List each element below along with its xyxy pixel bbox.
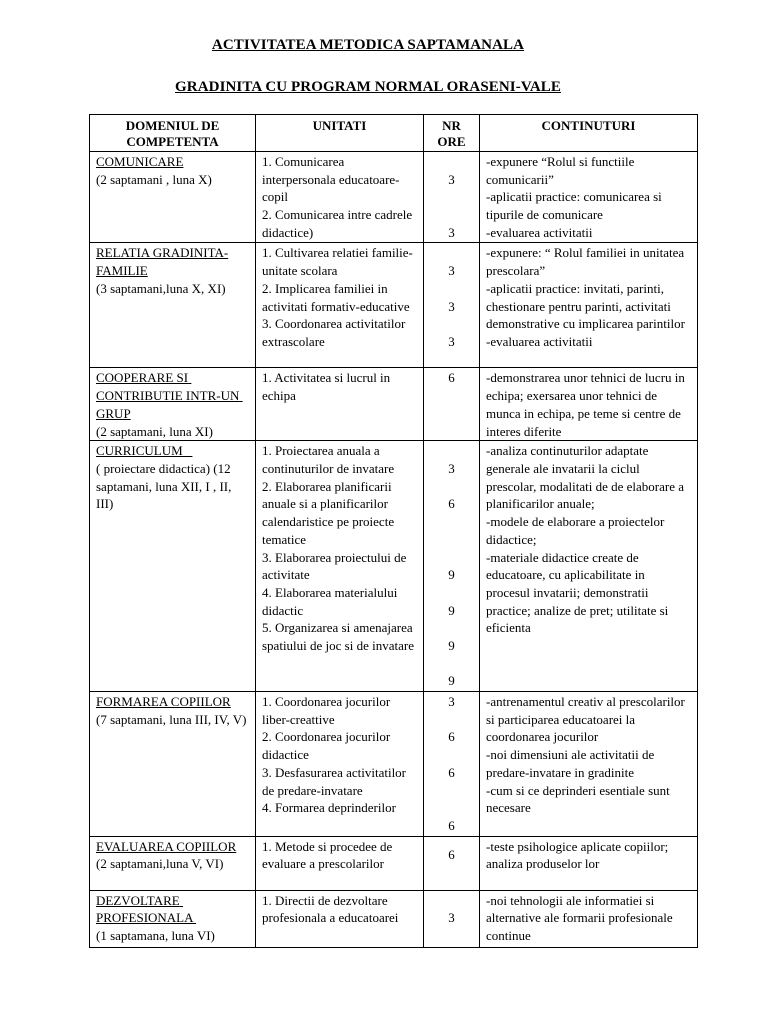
unit-item: 1. Proiectarea anuala a continuturilor de invatare	[262, 443, 395, 476]
domain-period: ( proiectare didactica) (12 saptamani, luna XII, I , II, III)	[96, 461, 232, 512]
header-hours: NR ORE	[424, 115, 480, 152]
hours-value: 3	[448, 171, 455, 187]
table-row	[90, 243, 698, 368]
units-cell	[256, 441, 424, 692]
content-cell	[480, 243, 698, 368]
unit-item: 3. Elaborarea proiectului de activitate	[262, 549, 407, 583]
hours-cell	[424, 441, 480, 692]
hours-value: 6	[448, 764, 455, 780]
unit-item: 2. Coordonarea jocurilor didactice	[262, 729, 391, 763]
unit-item: 2. Implicarea familiei in activitati formativ-educative	[262, 280, 410, 314]
activity-table	[89, 114, 698, 948]
content-item: -noi dimensiuni ale activitatii de predare-invatare in gradinite	[486, 747, 655, 780]
hours-value: 9	[448, 673, 455, 689]
header-content: CONTINUTURI	[480, 115, 698, 152]
content-item: -modele de elaborare a proiectelor didactice;	[486, 514, 665, 547]
document-title: ACTIVITATEA METODICA SAPTAMANALA	[211, 37, 525, 53]
unit-item: 4. Formarea deprinderilor	[262, 800, 396, 816]
unit-item: 2. Elaborarea planificarii anuale si a planificarilor calendaristice pe proiecte tematice	[262, 478, 395, 547]
domain-cell	[90, 836, 256, 890]
hours-value: 3	[448, 910, 455, 926]
content-item: -demonstrarea unor tehnici de lucru in echipa; exersarea unor tehnici de munca in echipa, pe teme si centre de interes diferite	[486, 370, 685, 439]
hours-value: 3	[448, 333, 455, 349]
hours-cell	[424, 368, 480, 441]
domain-cell	[90, 152, 256, 243]
document-subtitle: GRADINITA CU PROGRAM NORMAL ORASENI-VALE	[175, 79, 561, 95]
table-row	[90, 836, 698, 890]
hours-value: 9	[448, 602, 455, 618]
units-cell	[256, 368, 424, 441]
units-cell	[256, 243, 424, 368]
domain-name: CURRICULUM	[96, 443, 193, 459]
hours-value: 6	[448, 729, 455, 745]
unit-item: 1. Coordonarea jocurilor liber-creattive	[262, 694, 391, 727]
hours-value: 3	[448, 298, 455, 314]
hours-cell	[424, 692, 480, 837]
table-row	[90, 441, 698, 692]
content-item: -aplicatii practice: comunicarea si tipurile de comunicare	[486, 189, 662, 223]
unit-item: 1. Cultivarea relatiei familie-unitate scolara	[262, 245, 413, 279]
table-header-row	[90, 115, 698, 152]
hours-value: 3	[448, 263, 455, 279]
domain-cell	[90, 692, 256, 837]
table-row	[90, 152, 698, 243]
hours-value: 3	[448, 224, 455, 240]
domain-name: COOPERARE SI CONTRIBUTIE INTR-UN GRUP	[96, 370, 243, 421]
hours-value: 6	[448, 370, 455, 386]
unit-item: 2. Comunicarea intre cadrele didactice)	[262, 207, 413, 240]
hours-cell	[424, 890, 480, 947]
hours-value: 3	[448, 460, 455, 476]
hours-cell	[424, 152, 480, 243]
table-row	[90, 890, 698, 947]
hours-cell	[424, 243, 480, 368]
content-item: -expunere “Rolul si functiile comunicarii”	[486, 154, 635, 187]
domain-name: COMUNICARE	[96, 154, 184, 169]
units-cell	[256, 890, 424, 947]
unit-item: 1. Activitatea si lucrul in echipa	[262, 370, 391, 404]
domain-name: EVALUAREA COPIILOR	[96, 838, 237, 854]
content-item: -evaluarea activitatii	[486, 224, 593, 240]
domain-name: RELATIA GRADINITA-FAMILIE	[96, 245, 229, 279]
unit-item: 1. Directii de dezvoltare profesionala a educatoarei	[262, 892, 399, 926]
content-item: -analiza continuturilor adaptate generale ale invatarii la ciclul prescolar, modalitati de de elaborare a planificarilor anuale;	[486, 443, 684, 512]
domain-cell	[90, 368, 256, 441]
domain-period: (7 saptamani, luna III, IV, V)	[96, 711, 247, 727]
header-units: UNITATI	[256, 115, 424, 152]
domain-period: (2 saptamani, luna XI)	[96, 423, 213, 439]
table-row	[90, 368, 698, 441]
table-row	[90, 692, 698, 837]
hours-value: 9	[448, 637, 455, 653]
content-cell	[480, 836, 698, 890]
hours-cell	[424, 836, 480, 890]
content-cell	[480, 152, 698, 243]
content-cell	[480, 441, 698, 692]
header-domain: DOMENIUL DE COMPETENTA	[90, 115, 256, 152]
units-cell	[256, 836, 424, 890]
content-item: -aplicatii practice: invitati, parinti, chestionare pentru parinti, activitati demonstrative cu implicarea parintilor	[486, 280, 685, 332]
domain-cell	[90, 243, 256, 368]
hours-value: 9	[448, 567, 455, 583]
units-cell	[256, 152, 424, 243]
domain-name: FORMAREA COPIILOR	[96, 694, 231, 710]
unit-item: 1. Metode si procedee de evaluare a prescolarilor	[262, 838, 393, 872]
content-item: -teste psihologice aplicate copiilor; analiza produselor lor	[486, 838, 669, 872]
domain-period: (2 saptamani , luna X)	[96, 171, 212, 187]
domain-name: DEZVOLTARE PROFESIONALA	[96, 892, 197, 926]
unit-item: 4. Elaborarea materialului didactic	[262, 584, 398, 618]
content-item: -materiale didactice create de educatoare, cu aplicabilitate in procesul invatarii; demonstratii practice; analize de pret; utilitate si eficienta	[486, 549, 669, 636]
unit-item: 1. Comunicarea interpersonala educatoare-copil	[262, 154, 400, 205]
domain-period: (1 saptamana, luna VI)	[96, 928, 215, 944]
content-item: -antrenamentul creativ al prescolarilor si participarea educatoarei la coordonarea jocurilor	[486, 694, 685, 745]
hours-value: 6	[448, 496, 455, 512]
content-item: -expunere: “ Rolul familiei in unitatea prescolara”	[486, 245, 685, 279]
content-item: -evaluarea activitatii	[486, 334, 593, 349]
domain-cell	[90, 441, 256, 692]
domain-period: (2 saptamani,luna V, VI)	[96, 856, 224, 872]
hours-value: 3	[448, 694, 455, 710]
content-item: -cum si ce deprinderi esentiale sunt necesare	[486, 782, 670, 816]
content-cell	[480, 692, 698, 837]
domain-period: (3 saptamani,luna X, XI)	[96, 280, 226, 296]
unit-item: 3. Desfasurarea activitatilor de predare-invatare	[262, 764, 407, 798]
unit-item: 3. Coordonarea activitatilor extrascolare	[262, 316, 406, 349]
unit-item: 5. Organizarea si amenajarea spatiului de joc si de invatare	[262, 620, 414, 654]
hours-value: 6	[448, 847, 455, 863]
content-cell	[480, 890, 698, 947]
hours-value: 6	[448, 817, 455, 833]
units-cell	[256, 692, 424, 837]
domain-cell	[90, 890, 256, 947]
content-cell	[480, 368, 698, 441]
content-item: -noi tehnologii ale informatiei si alternative ale formarii profesionale continue	[486, 892, 673, 944]
